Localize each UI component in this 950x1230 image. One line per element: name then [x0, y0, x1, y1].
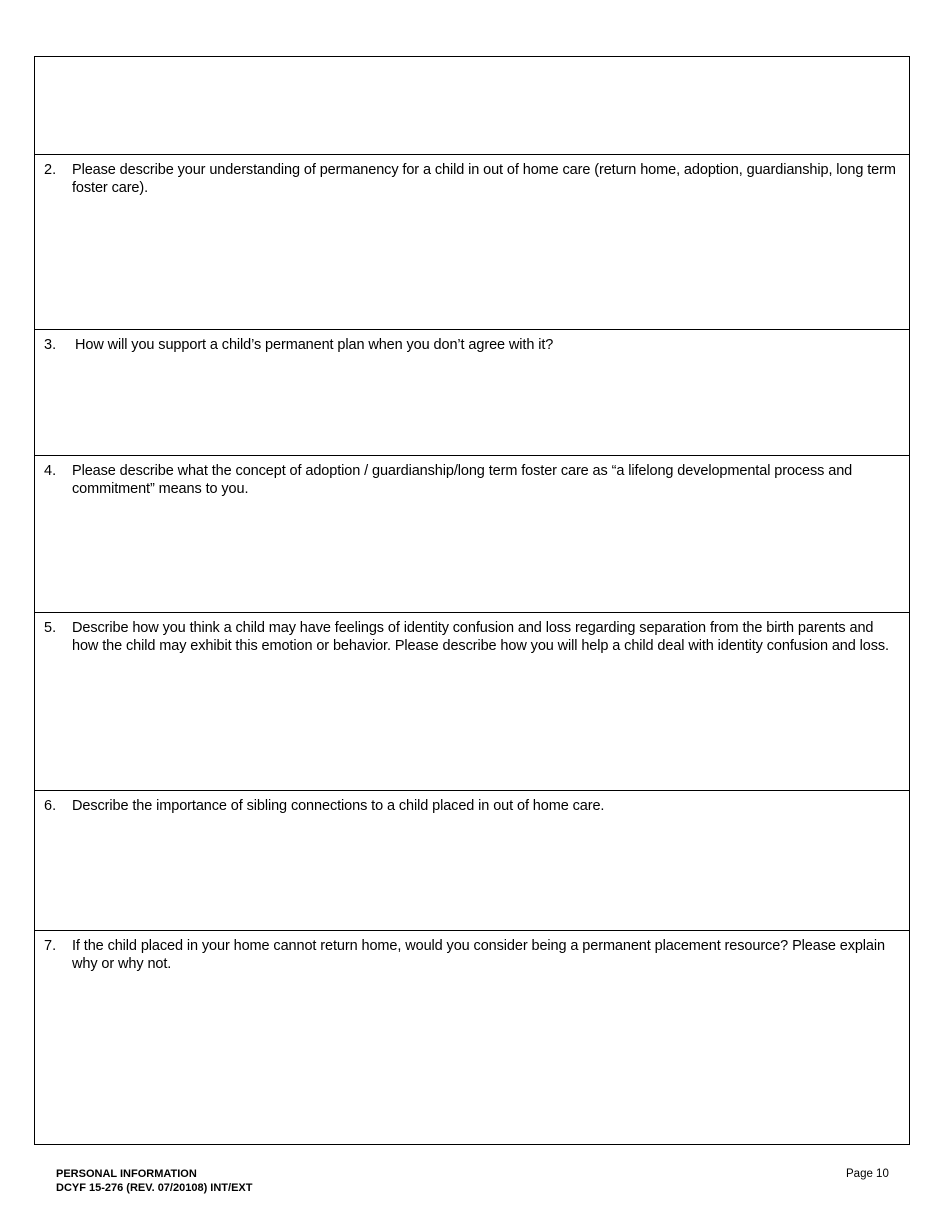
question-number: 2.	[44, 162, 57, 178]
question-6-row[interactable]	[35, 790, 909, 930]
question-text: Describe the importance of sibling connections to a child placed in out of home care.	[72, 798, 605, 814]
question-text: How will you support a child’s permanent plan when you don’t agree with it?	[75, 337, 554, 353]
page-number: Page 10	[846, 1168, 889, 1180]
question-text: Please describe your understanding of permanency for a child in out of home care (return home, adoption, guardianship, long term foster care).	[72, 162, 896, 196]
question-text: Describe how you think a child may have feelings of identity confusion and loss regarding separation from the birth parents and how the child may exhibit this emotion or behavior. Please describe how you will help a child deal with identity confusion and loss.	[72, 620, 889, 654]
footer-section-label: PERSONAL INFORMATION	[56, 1168, 197, 1180]
question-number: 3.	[44, 337, 57, 353]
question-number: 5.	[44, 620, 57, 636]
question-4-row[interactable]	[35, 455, 909, 612]
question-number: 6.	[44, 798, 57, 814]
question-7-row[interactable]	[35, 930, 909, 1144]
footer-form-info	[56, 1167, 252, 1195]
question-text: Please describe what the concept of adoption / guardianship/long term foster care as “a lifelong developmental process and commitment” means to you.	[72, 463, 853, 497]
answer-area-previous[interactable]	[35, 57, 909, 154]
footer-form-id: DCYF 15-276 (REV. 07/20108) INT/EXT	[56, 1182, 253, 1194]
question-5-row[interactable]	[35, 612, 909, 790]
question-number: 7.	[44, 938, 57, 954]
question-2-row[interactable]	[35, 154, 909, 329]
question-number: 4.	[44, 463, 57, 479]
form-table	[34, 56, 910, 1145]
question-3-row[interactable]	[35, 329, 909, 455]
question-text: If the child placed in your home cannot return home, would you consider being a permanent placement resource? Please explain why or why not.	[72, 938, 885, 972]
